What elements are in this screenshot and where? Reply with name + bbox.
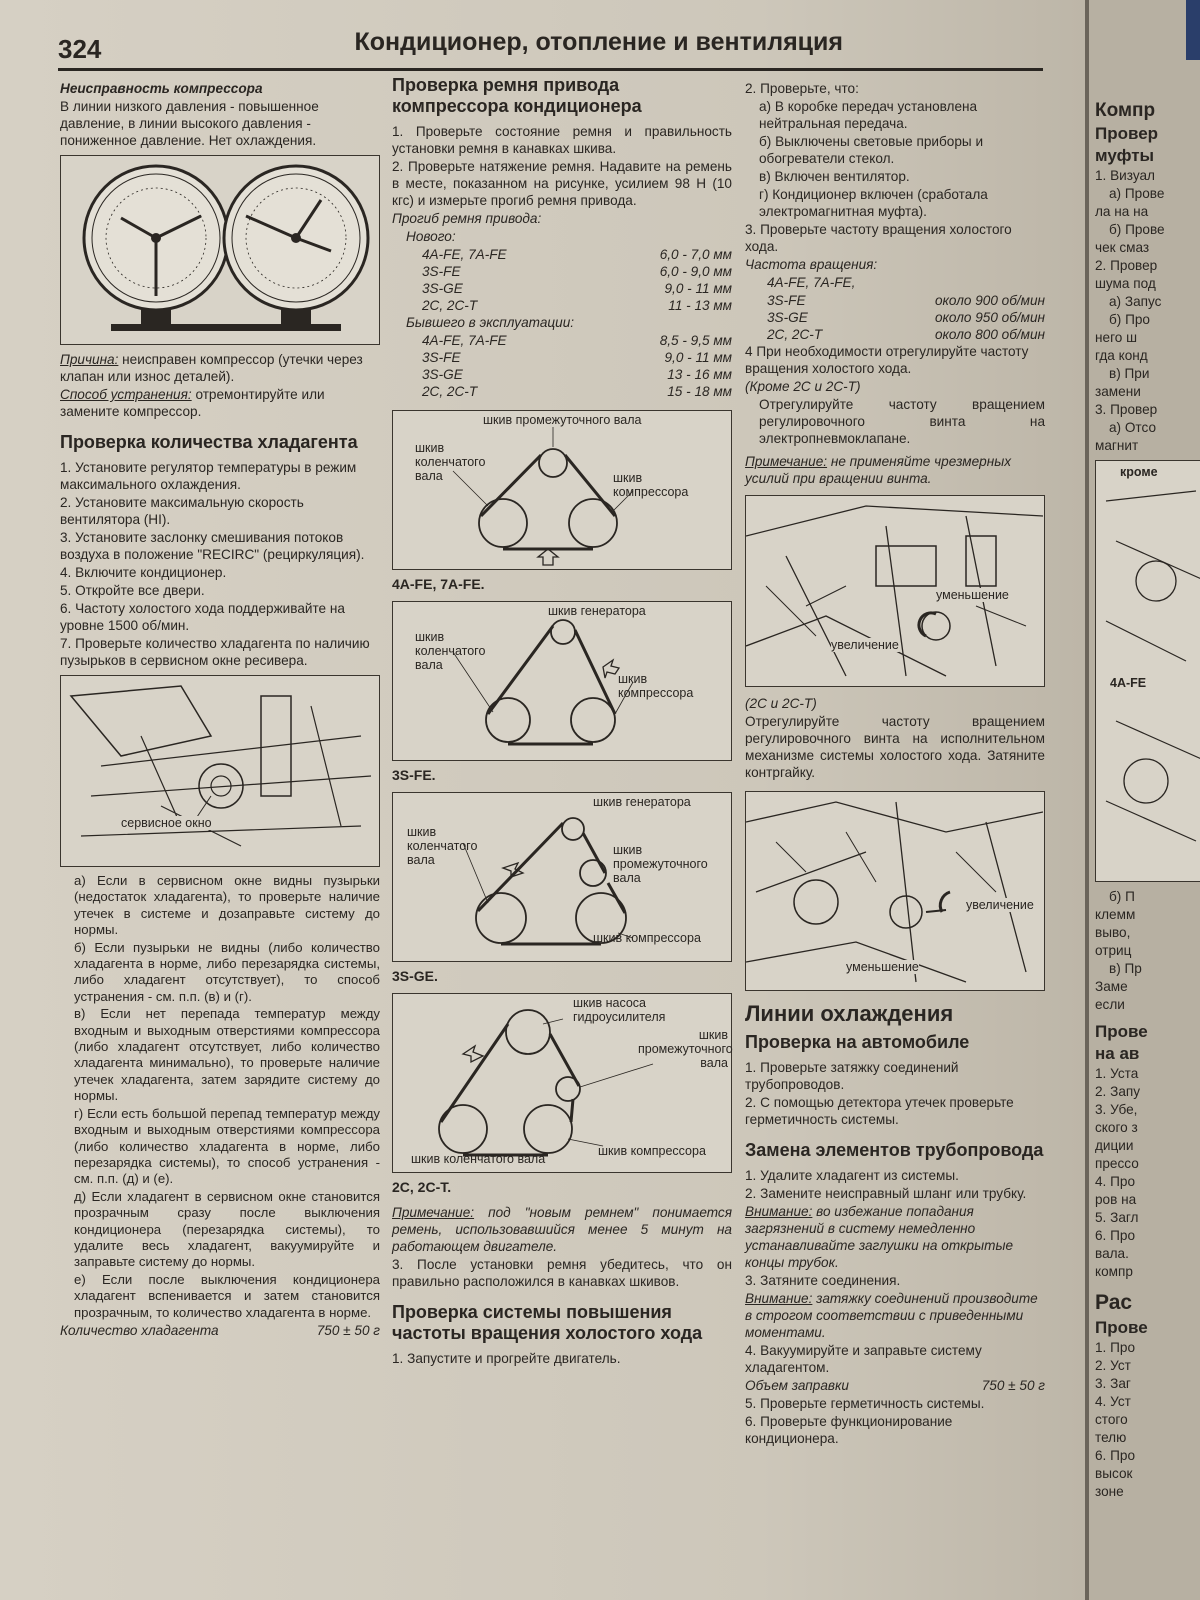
fault-desc: В линии низкого давления - повышенное давление, в линии высокого давления - пониженное давление. Нет охлаждения. bbox=[60, 99, 319, 148]
fix-label: Способ устранения: bbox=[60, 387, 192, 402]
deflection-title: Прогиб ремня привода: bbox=[392, 211, 542, 226]
warning-label: Внимание: bbox=[745, 1291, 813, 1306]
increase-label: увеличение bbox=[966, 898, 1034, 912]
step-item: 3. Установите заслонку смешивания потоков воздуха в положение "RECIRC" (рециркуляция). bbox=[60, 530, 365, 562]
new-belt-label: Нового: bbox=[406, 229, 456, 244]
note-item: б) Если пузырьки не видны (либо количество хладагента в норме, либо перезарядка системы, либо хладагент отсутствует), то способ устранения - см. п.п. (в) и (г). bbox=[74, 939, 380, 1004]
idle-step-3: 3. Проверьте частоту вращения холостого хода. bbox=[745, 222, 1012, 254]
cut-line: Заме bbox=[1095, 979, 1128, 994]
cut-line: 2. Запу bbox=[1095, 1084, 1141, 1099]
cut-line: б) Прове bbox=[1109, 222, 1165, 237]
cut-heading: Провер bbox=[1095, 124, 1159, 143]
cut-line: отриц bbox=[1095, 943, 1132, 958]
cut-line: 2. Провер bbox=[1095, 258, 1158, 273]
spec-row: 4A-FE, 7A-FE 8,5 - 9,5 мм bbox=[422, 333, 732, 348]
spec-row: 2C, 2C-T 11 - 13 мм bbox=[422, 298, 732, 313]
cut-line: 1. Визуал bbox=[1095, 168, 1155, 183]
cut-line: диции bbox=[1095, 1138, 1134, 1153]
step-item: 5. Откройте все двери. bbox=[60, 583, 205, 598]
check-item: в) Включен вентилятор. bbox=[759, 169, 910, 184]
belt-step-3: 3. После установки ремня убедитесь, что он правильно расположился в канавках шкивов. bbox=[392, 1257, 732, 1289]
belt-step-1: 1. Проверьте состояние ремня и правильность установки ремня в канавках шкива. bbox=[392, 124, 732, 156]
cut-line: компр bbox=[1095, 1264, 1133, 1279]
cut-line: 3. Заг bbox=[1095, 1376, 1131, 1391]
cut-line: 3. Провер bbox=[1095, 402, 1158, 417]
gauges-drawing bbox=[61, 156, 378, 344]
cut-heading: Прове bbox=[1095, 1318, 1148, 1337]
volume-label: Объем заправки bbox=[745, 1378, 849, 1393]
cut-line: замени bbox=[1095, 384, 1141, 399]
cut-line: 2. Уст bbox=[1095, 1358, 1131, 1373]
replace-step: 2. Замените неисправный шланг или трубку. bbox=[745, 1186, 1027, 1201]
note-item: г) Если есть большой перепад температур между входным и выходным отверстиями компрессора (либо количество хладагента в норме, либо перезарядка системы), то способ устранения - см. п.п. (д) и (е). bbox=[74, 1105, 380, 1187]
note-label: Примечание: bbox=[392, 1205, 475, 1220]
speed-group: 4A-FE, 7A-FE, bbox=[767, 275, 856, 290]
diesel-label: (2С и 2С-Т) bbox=[745, 696, 817, 711]
replace-step: 6. Проверьте функционирование кондиционера. bbox=[745, 1414, 953, 1446]
cut-line: 4. Уст bbox=[1095, 1394, 1131, 1409]
cut-line: чек смаз bbox=[1095, 240, 1150, 255]
column-2 bbox=[392, 75, 732, 1368]
refrigerant-section-title: Проверка количества хладагента bbox=[60, 432, 358, 452]
idle-step-1: 1. Запустите и прогрейте двигатель. bbox=[392, 1351, 621, 1366]
step-item: 7. Проверьте количество хладагента по наличию пузырьков в сервисном окне ресивера. bbox=[60, 636, 370, 668]
speed-row: 2C, 2C-T около 800 об/мин bbox=[767, 327, 1045, 342]
belt-step-2: 2. Проверьте натяжение ремня. Надавите на ремень в месте, показанном на рисунке, усилием 98 Н (10 кгс) и измерьте прогиб ремня привода. bbox=[392, 159, 732, 208]
belt-figure-3sge bbox=[392, 792, 732, 962]
note-item: в) Если нет перепада температур между входным и выходным отверстиями компрессора (либо хладагент отсутствует, либо количество хладагента минимально), то проверьте наличие утечек хладагента, затем зарядите систему до нормы. bbox=[74, 1006, 380, 1104]
cut-line: гда конд bbox=[1095, 348, 1148, 363]
cut-line: вала. bbox=[1095, 1246, 1129, 1261]
figure-caption: 4A-FE, 7A-FE. bbox=[392, 576, 485, 592]
book-cover-edge bbox=[1186, 0, 1200, 60]
crank-pulley-label: шкив коленчатого вала bbox=[415, 441, 486, 483]
fix-text: отремонтируйте или замените компрессор. bbox=[60, 387, 325, 419]
cut-line: стого bbox=[1095, 1412, 1128, 1427]
cut-line: 1. Про bbox=[1095, 1340, 1136, 1355]
cut-line: него ш bbox=[1095, 330, 1137, 345]
crank-pulley-label: шкив коленчатого вала bbox=[407, 825, 478, 867]
service-window-figure bbox=[60, 675, 380, 867]
screw-adjust-figure-1 bbox=[745, 495, 1045, 687]
idler-pulley-label: шкив промежуточного вала bbox=[613, 843, 708, 885]
used-belt-label: Бывшего в эксплуатации: bbox=[406, 315, 575, 330]
step-item: 2. Установите максимальную скорость вентилятора (HI). bbox=[60, 495, 304, 527]
cut-line: прессо bbox=[1095, 1156, 1139, 1171]
increase-label: увеличение bbox=[831, 638, 899, 652]
cut-line: а) Отсо bbox=[1109, 420, 1157, 435]
generator-pulley-label: шкив генератора bbox=[548, 604, 646, 618]
cut-heading: Прове bbox=[1095, 1022, 1148, 1041]
check-item: а) В коробке передач установлена нейтральная передача. bbox=[759, 99, 978, 131]
step-item: 1. Установите регулятор температуры в режим максимального охлаждения. bbox=[60, 460, 357, 492]
cut-line: в) При bbox=[1109, 366, 1150, 381]
crank-pulley-label: шкив коленчатого вала bbox=[411, 1152, 546, 1166]
cut-line: а) Запус bbox=[1109, 294, 1162, 309]
cut-line: если bbox=[1095, 997, 1125, 1012]
except-label: (Кроме 2С и 2С-Т) bbox=[745, 379, 861, 394]
compressor-pulley-label: шкив компрессора bbox=[613, 471, 689, 499]
figure-caption: 3S-FE. bbox=[392, 767, 436, 783]
spec-row: 4A-FE, 7A-FE 6,0 - 7,0 мм bbox=[422, 247, 732, 262]
cut-line: б) Про bbox=[1109, 312, 1150, 327]
compressor-pulley-label: шкив компрессора bbox=[593, 931, 701, 945]
adjacent-page bbox=[1085, 0, 1200, 1600]
belt-figure-2c bbox=[392, 993, 732, 1173]
cut-line: выво, bbox=[1095, 925, 1131, 940]
cut-figure-drawing bbox=[1096, 461, 1200, 881]
spec-row: 3S-GE 13 - 16 мм bbox=[422, 367, 732, 382]
onvehicle-title: Проверка на автомобиле bbox=[745, 1032, 970, 1052]
step-item: 4. Включите кондиционер. bbox=[60, 565, 227, 580]
spec-row: 3S-FE 6,0 - 9,0 мм bbox=[422, 264, 732, 279]
cut-line: 6. Про bbox=[1095, 1448, 1136, 1463]
speed-title: Частота вращения: bbox=[745, 257, 878, 272]
receiver-drawing bbox=[61, 676, 378, 866]
cut-line: телю bbox=[1095, 1430, 1127, 1445]
generator-pulley-label: шкив генератора bbox=[593, 795, 691, 809]
belt-figure-4afe bbox=[392, 410, 732, 570]
cut-figure-label: кроме bbox=[1120, 465, 1158, 479]
replace-step: 1. Удалите хладагент из системы. bbox=[745, 1168, 959, 1183]
belt-figure-3sfe bbox=[392, 601, 732, 761]
figure-caption: 3S-GE. bbox=[392, 968, 438, 984]
fault-title: Неисправность компрессора bbox=[60, 81, 263, 96]
figure-caption: 2C, 2C-T. bbox=[392, 1179, 452, 1195]
cooling-lines-title: Линии охлаждения bbox=[745, 1001, 954, 1026]
quantity-value: 750 ± 50 г bbox=[316, 1322, 380, 1338]
check-item: б) Выключены световые приборы и обогреватели стекол. bbox=[759, 134, 984, 166]
compressor-pulley-label: шкив компрессора bbox=[618, 672, 694, 700]
replace-step: 4. Вакуумируйте и заправьте систему хладагентом. bbox=[745, 1343, 982, 1375]
diesel-text: Отрегулируйте частоту вращением регулировочного винта на исполнительном механизме системы холостого хода. Затяните контргайку. bbox=[745, 714, 1045, 780]
except-text: Отрегулируйте частоту вращением регулировочного винта на электропневмоклапане. bbox=[759, 397, 1045, 446]
crank-pulley-label: шкив коленчатого вала bbox=[415, 630, 486, 672]
cut-line: б) П bbox=[1109, 889, 1135, 904]
cut-line: шума под bbox=[1095, 276, 1156, 291]
cut-line: высок bbox=[1095, 1466, 1133, 1481]
cut-line: 3. Убе, bbox=[1095, 1102, 1138, 1117]
cut-heading: на ав bbox=[1095, 1044, 1140, 1063]
column-1 bbox=[60, 80, 380, 1340]
cut-line: ров на bbox=[1095, 1192, 1137, 1207]
spec-row: 3S-FE 9,0 - 11 мм bbox=[422, 350, 732, 365]
step-item: 6. Частоту холостого хода поддерживайте на уровне 1500 об/мин. bbox=[60, 601, 345, 633]
cut-heading: Рас bbox=[1095, 1291, 1133, 1314]
idle-step-4: 4 При необходимости отрегулируйте частоту вращения холостого хода. bbox=[745, 344, 1029, 376]
cut-line: а) Прове bbox=[1109, 186, 1165, 201]
onvehicle-step: 1. Проверьте затяжку соединений трубопроводов. bbox=[745, 1060, 959, 1092]
onvehicle-step: 2. С помощью детектора утечек проверьте герметичность системы. bbox=[745, 1095, 1014, 1127]
note-text: под "новым ремнем" понимается ремень, использовавшийся менее 5 минут на работающем двигателе. bbox=[392, 1205, 732, 1254]
note-label: Примечание: bbox=[745, 454, 828, 469]
belt-section-title: Проверка ремня привода компрессора кондиционера bbox=[392, 75, 642, 116]
service-window-label: сервисное окно bbox=[121, 816, 212, 830]
warning-text: во избежание попадания загрязнений в систему немедленно устанавливайте заглушки на открытые концы трубок. bbox=[745, 1204, 1014, 1270]
cause-text: неисправен компрессор (утечки через клапан или износ деталей). bbox=[60, 352, 363, 384]
cut-line: 4. Про bbox=[1095, 1174, 1136, 1189]
cut-line: 1. Уста bbox=[1095, 1066, 1139, 1081]
speed-row: 3S-GE около 950 об/мин bbox=[767, 310, 1045, 325]
idler-pulley-label: шкив промежуточного вала bbox=[483, 413, 642, 427]
note-item: д) Если хладагент в сервисном окне становится прозрачным сразу после выключения кондиционера (перезарядка системы), то удалите весь хладагент, вакуумируйте и заправьте систему до нормы. bbox=[74, 1188, 380, 1270]
compressor-pulley-label: шкив компрессора bbox=[598, 1144, 706, 1158]
cut-line: 5. Загл bbox=[1095, 1210, 1139, 1225]
cause-label: Причина: bbox=[60, 352, 119, 367]
warning-label: Внимание: bbox=[745, 1204, 813, 1219]
replace-step: 3. Затяните соединения. bbox=[745, 1273, 901, 1288]
idler-pulley-label: шкив промежуточного вала bbox=[638, 1028, 733, 1070]
speed-row: 3S-FE около 900 об/мин bbox=[767, 293, 1045, 308]
cut-figure bbox=[1095, 460, 1200, 882]
cut-line: в) Пр bbox=[1109, 961, 1142, 976]
replace-step: 5. Проверьте герметичность системы. bbox=[745, 1396, 985, 1411]
column-4 bbox=[1095, 100, 1200, 1501]
screw-adjust-figure-2 bbox=[745, 791, 1045, 991]
pump-pulley-label: шкив насоса гидроусилителя bbox=[573, 996, 666, 1024]
quantity-label: Количество хладагента bbox=[60, 1322, 219, 1338]
note-item: а) Если в сервисном окне видны пузырьки (недостаток хладагента), то проверьте наличие утечек в системе и дозаправьте систему до нормы. bbox=[74, 873, 380, 938]
column-3 bbox=[745, 80, 1045, 1448]
cut-line: ского з bbox=[1095, 1120, 1138, 1135]
cut-line: ла на на bbox=[1095, 204, 1149, 219]
volume-value: 750 ± 50 г bbox=[981, 1378, 1045, 1393]
cut-line: 6. Про bbox=[1095, 1228, 1136, 1243]
page-header bbox=[58, 28, 1043, 71]
page-number: 324 bbox=[58, 34, 102, 64]
cut-line: зоне bbox=[1095, 1484, 1124, 1499]
page-title: Кондиционер, отопление и вентиляция bbox=[354, 28, 843, 56]
warning-text: затяжку соединений производите в строгом соответствии с приведенными моментами. bbox=[745, 1291, 1038, 1340]
spec-row: 2C, 2C-T 15 - 18 мм bbox=[422, 384, 732, 399]
check-item: г) Кондиционер включен (сработала электромагнитная муфта). bbox=[759, 187, 988, 219]
note-item: е) Если после выключения кондиционера хладагент вспенивается и затем становится прозрачным, то количество хладагента в норме. bbox=[74, 1271, 380, 1320]
pressure-gauges-figure bbox=[60, 155, 380, 345]
cut-heading: муфты bbox=[1095, 146, 1155, 165]
cut-figure-label: 4A-FE bbox=[1110, 676, 1147, 690]
cut-line: клемм bbox=[1095, 907, 1136, 922]
decrease-label: уменьшение bbox=[936, 588, 1009, 602]
check-intro: 2. Проверьте, что: bbox=[745, 81, 859, 96]
decrease-label: уменьшение bbox=[846, 960, 919, 974]
cut-heading: Компр bbox=[1095, 100, 1156, 121]
replace-title: Замена элементов трубопровода bbox=[745, 1140, 1044, 1160]
cut-line: магнит bbox=[1095, 438, 1139, 453]
spec-row: 3S-GE 9,0 - 11 мм bbox=[422, 281, 732, 296]
note-text: не применяйте чрезмерных усилий при вращении винта. bbox=[745, 454, 1011, 486]
idle-section-title: Проверка системы повышения частоты вращения холостого хода bbox=[392, 1302, 703, 1343]
